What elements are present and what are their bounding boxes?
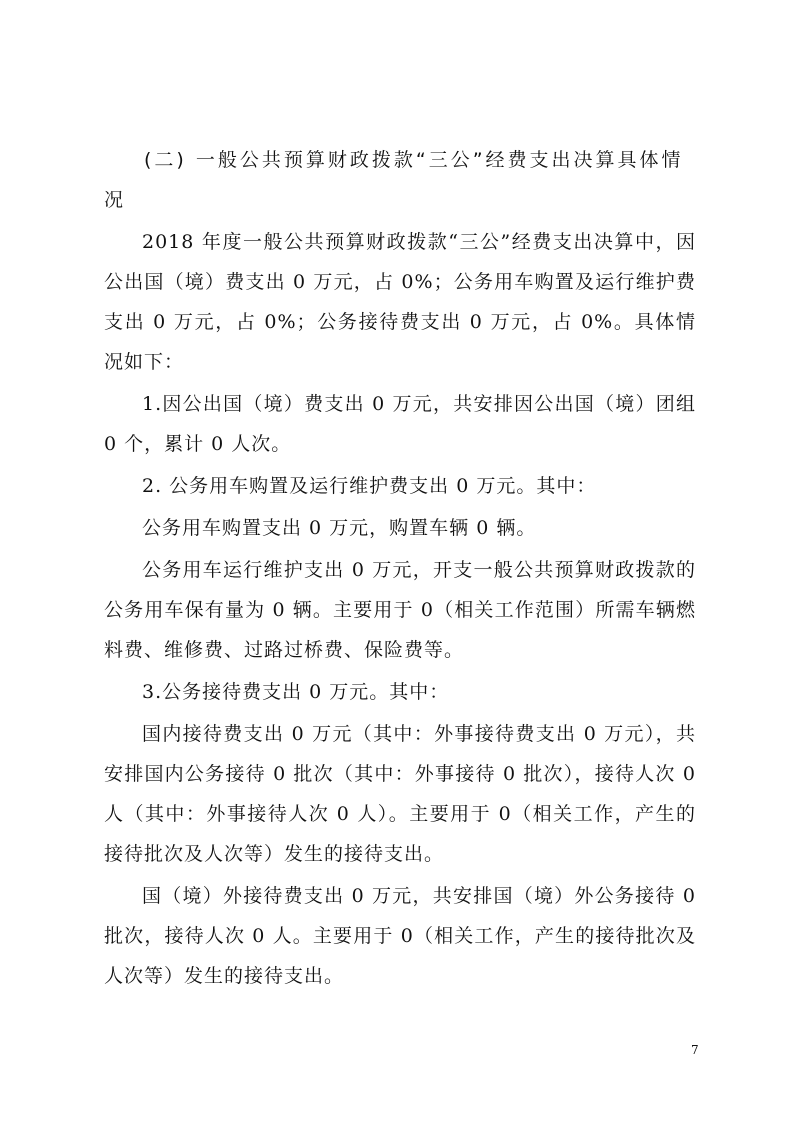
section-heading: (二) 一般公共预算财政拨款“三公”经费支出决算具体情况 — [104, 149, 684, 211]
paragraph-summary: 2018 年度一般公共预算财政拨款“三公”经费支出决算中，因公出国（境）费支出 0 万元，占 0%；公务用车购置及运行维护费支出 0 万元，占 0%；公务接待费支出 0 万元，占 0%。具体情况如下： — [104, 231, 696, 373]
paragraph-foreign-reception: 国（境）外接待费支出 0 万元，共安排国（境）外公务接待 0 批次，接待人次 0 人。主要用于 0（相关工作，产生的接待批次及人次等）发生的接待支出。 — [104, 885, 696, 987]
paragraph-vehicle-costs: 2. 公务用车购置及运行维护费支出 0 万元。其中： — [142, 475, 597, 497]
paragraph-reception-costs: 3.公务接待费支出 0 万元。其中： — [142, 681, 450, 703]
paragraph-vehicle-maintenance: 公务用车运行维护支出 0 万元，开支一般公共预算财政拨款的公务用车保有量为 0 辆。主要用于 0（相关工作范围）所需车辆燃料费、维修费、过路过桥费、保险费等。 — [104, 559, 696, 661]
document-body — [104, 140, 696, 998]
page-number: 7 — [691, 1043, 699, 1057]
paragraph-vehicle-purchase: 公务用车购置支出 0 万元，购置车辆 0 辆。 — [142, 517, 537, 539]
paragraph-domestic-reception: 国内接待费支出 0 万元（其中：外事接待费支出 0 万元），共安排国内公务接待 0 批次（其中：外事接待 0 批次），接待人次 0 人（其中：外事接待人次 0 人）。主要用于 0（相关工作，产生的接待批次及人次等）发生的接待支出。 — [104, 723, 696, 865]
paragraph-overseas-travel: 1.因公出国（境）费支出 0 万元，共安排因公出国（境）团组 0 个，累计 0 人次。 — [104, 393, 696, 455]
